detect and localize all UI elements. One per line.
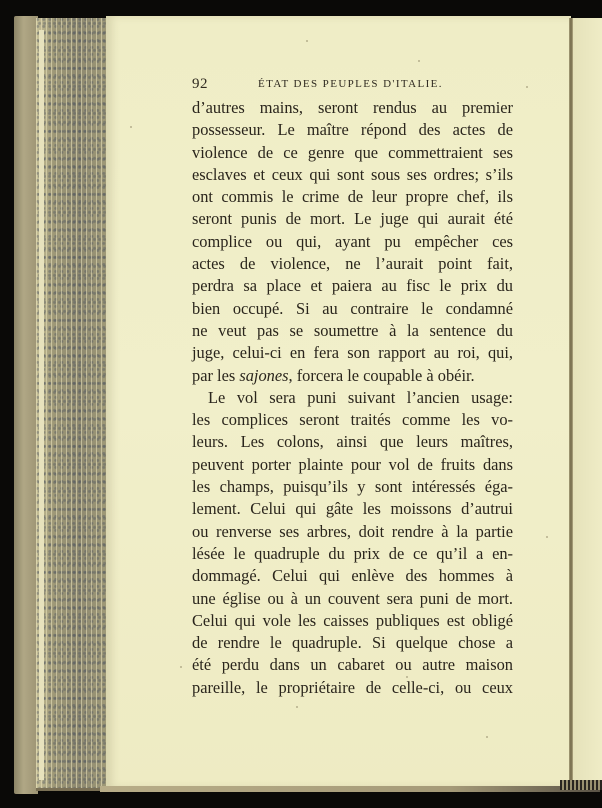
text-line: les complices seront traités comme les vo- bbox=[192, 410, 513, 430]
next-page-bottom-edge bbox=[560, 780, 602, 790]
text-line: ont commis le crime de leur propre chef, ils bbox=[192, 187, 513, 207]
page-bottom-edge bbox=[100, 786, 600, 792]
text-line: dommagé. Celui qui enlève des hommes à bbox=[192, 566, 513, 586]
text-line: été perdu dans un cabaret ou autre maison bbox=[192, 655, 513, 675]
text-line: ne veut pas se soumettre à la sentence du bbox=[192, 320, 513, 340]
text-line: lement. Celui qui gâte les moissons d’autrui bbox=[192, 499, 513, 519]
next-page-sliver bbox=[573, 18, 602, 782]
text-fragment: par les bbox=[192, 365, 240, 385]
text-line: complice ou qui, ayant pu empêcher ces bbox=[192, 231, 513, 251]
text-line: violence de ce genre que commettraient ses bbox=[192, 142, 513, 162]
text-line: perdra sa place et paiera au fisc le prix du bbox=[192, 276, 513, 296]
running-head-title: ÉTAT DES PEUPLES D'ITALIE. bbox=[258, 78, 443, 90]
text-line: Celui qui vole les caisses publiques est obligé bbox=[192, 610, 513, 630]
text-line bbox=[192, 365, 513, 387]
text-line: esclaves et ceux qui sont sous ses ordres; s’ils bbox=[192, 164, 513, 184]
text-line: actes de violence, ne l’aurait point fait, bbox=[192, 254, 513, 274]
running-head bbox=[192, 76, 522, 96]
text-line: les champs, puisqu’ils y sont intéressés éga- bbox=[192, 477, 513, 497]
text-line: pareille, le propriétaire de celle-ci, ou ceux bbox=[192, 677, 513, 697]
text-line: lésée le quadruple du prix de ce qu’il a en- bbox=[192, 543, 513, 563]
body-text bbox=[192, 97, 513, 699]
text-line: juge, celui-ci en fera son rapport au roi, qui, bbox=[192, 343, 513, 363]
text-fragment: , forcera le coupable à obéir. bbox=[288, 365, 475, 385]
text-line: une église ou à un couvent sera puni de mort. bbox=[192, 588, 513, 608]
text-line: peuvent porter plainte pour vol de fruits dans bbox=[192, 454, 513, 474]
text-line: leurs. Les colons, ainsi que leurs maîtres, bbox=[192, 432, 513, 452]
text-line: d’autres mains, seront rendus au premier bbox=[192, 98, 513, 117]
text-line: ou renverse ses arbres, doit rendre à la partie bbox=[192, 521, 513, 541]
text-line: Le vol sera puni suivant l’ancien usage: bbox=[208, 387, 513, 407]
text-line: de rendre le quadruple. Si quelque chose a bbox=[192, 633, 513, 653]
text-line: possesseur. Le maître répond des actes de bbox=[192, 120, 513, 140]
text-line: seront punis de mort. Le juge qui aurait été bbox=[192, 209, 513, 229]
book-cover-board bbox=[14, 16, 38, 794]
italic-term: sajones bbox=[239, 365, 289, 385]
page-stack-edges bbox=[36, 18, 108, 791]
text-line: bien occupé. Si au contraire le condamné bbox=[192, 298, 513, 318]
page-number: 92 bbox=[192, 76, 208, 92]
